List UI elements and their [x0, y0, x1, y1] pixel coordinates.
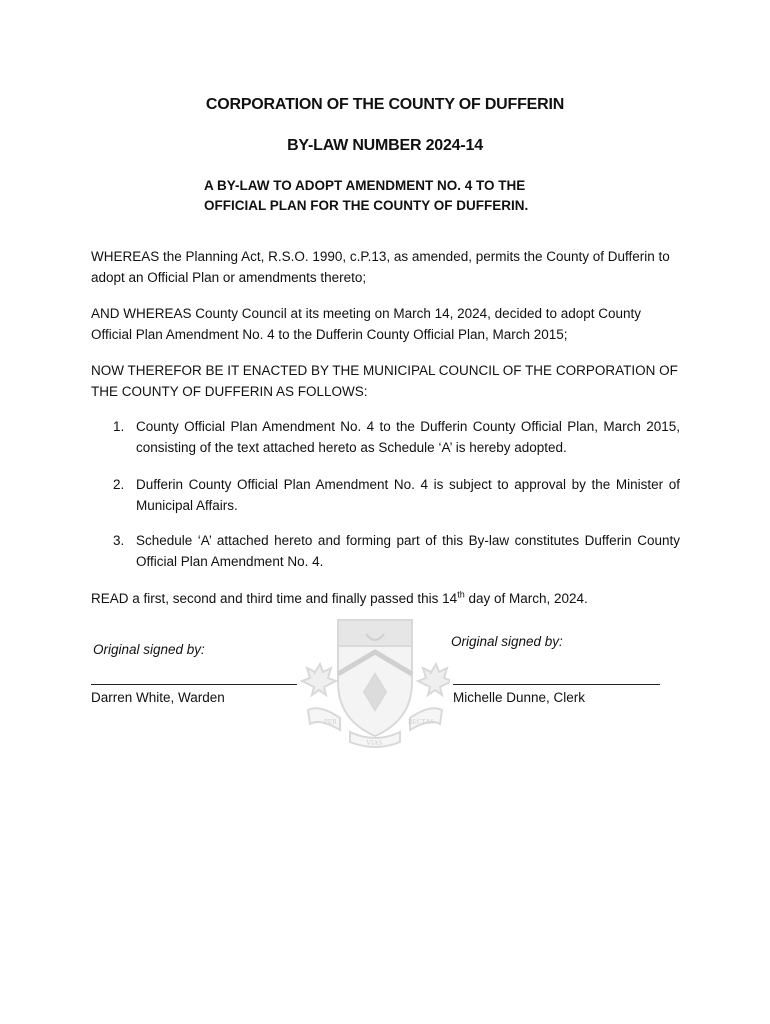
bylaw-number: BY-LAW NUMBER 2024-14: [287, 137, 483, 154]
motto-per: PER: [324, 718, 337, 726]
warden-name: Darren White, Warden: [91, 690, 225, 705]
whereas-paragraph-1: WHEREAS the Planning Act, R.S.O. 1990, c.P.13, as amended, permits the County of Dufferin to adopt an Official Plan or amendments thereto;: [91, 249, 670, 285]
subtitle-line-1: A BY-LAW TO ADOPT AMENDMENT NO. 4 TO THE: [204, 178, 526, 193]
right-signature-line: [453, 684, 660, 685]
county-crest-watermark-icon: [300, 612, 450, 752]
enactment-paragraph: NOW THEREFOR BE IT ENACTED BY THE MUNICIPAL COUNCIL OF THE CORPORATION OF THE COUNTY OF DUFFERIN AS FOLLOWS:: [91, 363, 678, 399]
motto-rectas: RECTAS: [408, 718, 435, 726]
clerk-name: Michelle Dunne, Clerk: [453, 690, 586, 705]
reading-suffix: day of March, 2024.: [464, 591, 588, 606]
list-item-text: Dufferin County Official Plan Amendment No. 4 is subject to approval by the Minister of Municipal Affairs.: [136, 477, 680, 513]
list-item-number: 1.: [113, 419, 125, 434]
left-signature-label: Original signed by:: [93, 642, 205, 657]
list-item-number: 2.: [113, 477, 125, 492]
list-item-text: Schedule ‘A’ attached hereto and forming part of this By-law constitutes Dufferin County Official Plan Amendment No. 4.: [136, 533, 680, 569]
left-signature-line: [91, 684, 297, 685]
list-item-text: County Official Plan Amendment No. 4 to the Dufferin County Official Plan, March 2015, consisting of the text attached hereto as Schedule ‘A’ is hereby adopted.: [136, 419, 680, 455]
motto-vias: VIAS: [366, 739, 383, 747]
whereas-paragraph-2: AND WHEREAS County Council at its meeting on March 14, 2024, decided to adopt County Official Plan Amendment No. 4 to the Dufferin County Official Plan, March 2015;: [91, 306, 642, 342]
reading-prefix: READ a first, second and third time and finally passed this 14: [91, 591, 458, 606]
subtitle-line-2: OFFICIAL PLAN FOR THE COUNTY OF DUFFERIN.: [204, 198, 529, 213]
bylaw-subtitle: [204, 176, 604, 216]
right-signature-label: Original signed by:: [451, 634, 563, 649]
corporation-title: CORPORATION OF THE COUNTY OF DUFFERIN: [205, 96, 565, 113]
list-item-number: 3.: [113, 533, 125, 548]
reading-statement: [91, 588, 680, 609]
reading-ordinal: th: [457, 589, 465, 600]
